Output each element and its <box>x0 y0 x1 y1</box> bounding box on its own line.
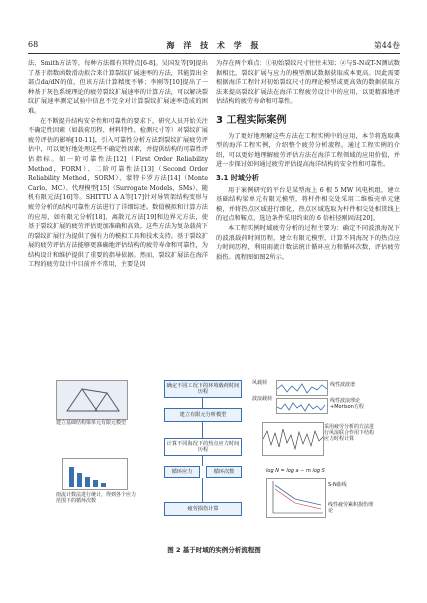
step-fem-model: 建立有限元分析模型 <box>164 408 242 422</box>
section-title: 3 工程实际案例 <box>216 114 287 126</box>
sn-curve-icon <box>267 479 325 517</box>
page-header <box>28 40 400 52</box>
right-paragraph-1: 为存在两个难点：①初始裂纹尺寸往往未知；②与S-N或T-N测试数据相比，裂纹扩展与应力的模型测试数据获取成本更高。因此需要根据海洋工程针对初始裂纹尺寸的理论模型或更高效的数据获取方法来提高裂纹扩展法在海洋工程疲劳设计中的应用，以更精准地评估结构的疲劳寿命和可靠性。 <box>216 60 400 106</box>
wave-series-icon <box>277 400 327 414</box>
journal-title: 海 洋 技 术 学 报 <box>166 40 262 50</box>
step-cyclic-stress: 循环应力 <box>164 466 200 478</box>
rainflow-chart-image <box>62 458 128 490</box>
fem-model-image <box>56 380 128 420</box>
right-column <box>216 59 400 262</box>
label-miner: 线性疲劳累积损伤理论 <box>328 502 374 514</box>
label-wind-series: 线性波波谱 <box>330 382 356 388</box>
wave-series-icon <box>277 382 327 396</box>
flowchart-figure <box>52 376 378 536</box>
step-cycle-count: 循环次数 <box>206 466 242 478</box>
label-wave-series: 线性波浪理论+Morison方程 <box>330 398 364 410</box>
formula: log N = log a − m log S <box>266 468 325 474</box>
subsection-title: 3.1 时域分析 <box>216 173 259 182</box>
wind-series-image <box>276 380 328 396</box>
left-paragraph-1: 法、Smith方法等，每种方法都有其特点[6-8]。吴国发等[9]提出了基于指数函数滑动拟合来计算裂纹扩展速率的方法，其能算出全部点da/dN的值，但该方法计算精度不够；李刚等[10]提出了一种基于灰色系统理论的疲劳裂纹扩展速率的计算方法，可以解决裂纹扩展速率测定试验中信息不完全对计算裂纹扩展速率造成的困难。 <box>28 60 208 115</box>
arrow-3 <box>202 456 203 466</box>
arrow-4 <box>202 478 203 502</box>
step-hotspot-stress: 计算不同海况下的热点应力时间历程 <box>164 438 242 456</box>
step-fatigue-damage: 疲劳损伤计算 <box>164 502 242 516</box>
structure-icon <box>57 381 127 419</box>
sub-paragraph-2: 本工程实例时域疲劳分析的过程主要为：确定不同波浪海况下的波浪载荷时间历程，建立有限元模型，计算不同海况下的热点应力时间历程，利用雨流计数法统计循环应力和循环次数，评估疲劳损伤。流程图如图2所示。 <box>216 224 400 261</box>
figure-caption: 图 2 基于时域的实例分析流程图 <box>167 546 261 554</box>
label-rainflow: 雨流计数法进行统计，得到各个应力范围下的循环次数 <box>56 492 137 504</box>
label-sn-curve: S-N曲线 <box>328 482 347 488</box>
label-fem-model: 建立基础结构梁单元有限元模型 <box>56 420 127 426</box>
left-paragraph-2: 在不断提升结构安全性和可靠性的要求下，研究人员开始关注不确定性因素（如载荷历程、材料特性、检测尺寸等）对裂纹扩展疲劳评估的影响[10-11]，引入可靠性分析方法到裂纹扩展疲劳评估中，可以更好地处理这些不确定性因素，并提供结构的可靠性评估指标。如一阶可靠性法[12]（First Order Reliability Method，FORM）、二阶可靠性法[13]（Second Order Reliability Method，SORM）、蒙特卡罗方法[14]（Monte Carlo，MC）、代理模型[15]（Surrogate Models，SMs）、随机有限元法[16]等。SHITTU A A等[17]针对导管架结构变形与疲劳分析的结构可靠性方法进行了详细综述。数值模拟和计算方法的应用，如有限元分析[18]、离散元方法[19]和边界元方法，使基于裂纹扩展的疲劳评估更加准确和高效。这些方法为复杂载荷下的裂纹扩展行为提供了强有力的模拟工具和技术支持。基于裂纹扩展的疲劳评估方法能够更准确地评估结构的疲劳寿命和可靠性，为结构设计和维护提供了重要的指导依据。然而，裂纹扩展法在海洋工程的疲劳设计中目前并不常用，主要是因 <box>28 117 208 269</box>
sn-curve-image <box>266 478 326 518</box>
arrow-1 <box>202 398 203 408</box>
label-wind-load: 风载荷 <box>252 380 268 386</box>
label-wave-load: 波浪载荷 <box>252 396 273 402</box>
arrow-2 <box>202 422 203 438</box>
stress-series-icon <box>263 423 323 455</box>
page-number: 68 <box>28 40 39 49</box>
sub-paragraph-1: 用于案例研究的平台是某型海上 6 根 5 MW 风电机组，建立基础结构梁单元有限元模型，将杆件相交处采用二维板壳单元建模，并将热点区域进行细化，热点区域选取为杆件相交处相贯线上的冠点和鞍点，选边条件采用约束的 6 倍桩径刚固法[20]。 <box>216 186 400 223</box>
section-paragraph: 为了更好地理解这些方法在工程实例中的应用，本节将选取典型的海洋工程实例，介绍整个疲劳分析流程。通过工程实例的介绍，可以更好地理解疲劳评估方法在海洋工程领域的应用价值，并进一步探讨如何通过疲劳评估提高海洋结构的安全性和可靠性。 <box>216 132 400 169</box>
step-environment-loads: 确定不同工况下的环境载荷时间历程 <box>164 380 242 398</box>
volume-label: 第44卷 <box>373 41 400 50</box>
wave-series-image <box>276 398 328 414</box>
label-stress-calc: 采用疲劳分析的方法进行风浪联合作用下结构应力时程计算 <box>324 424 375 442</box>
left-column <box>28 59 208 270</box>
bar-chart-icon <box>63 459 127 489</box>
header-rule <box>28 53 400 54</box>
stress-series-image <box>262 422 324 456</box>
